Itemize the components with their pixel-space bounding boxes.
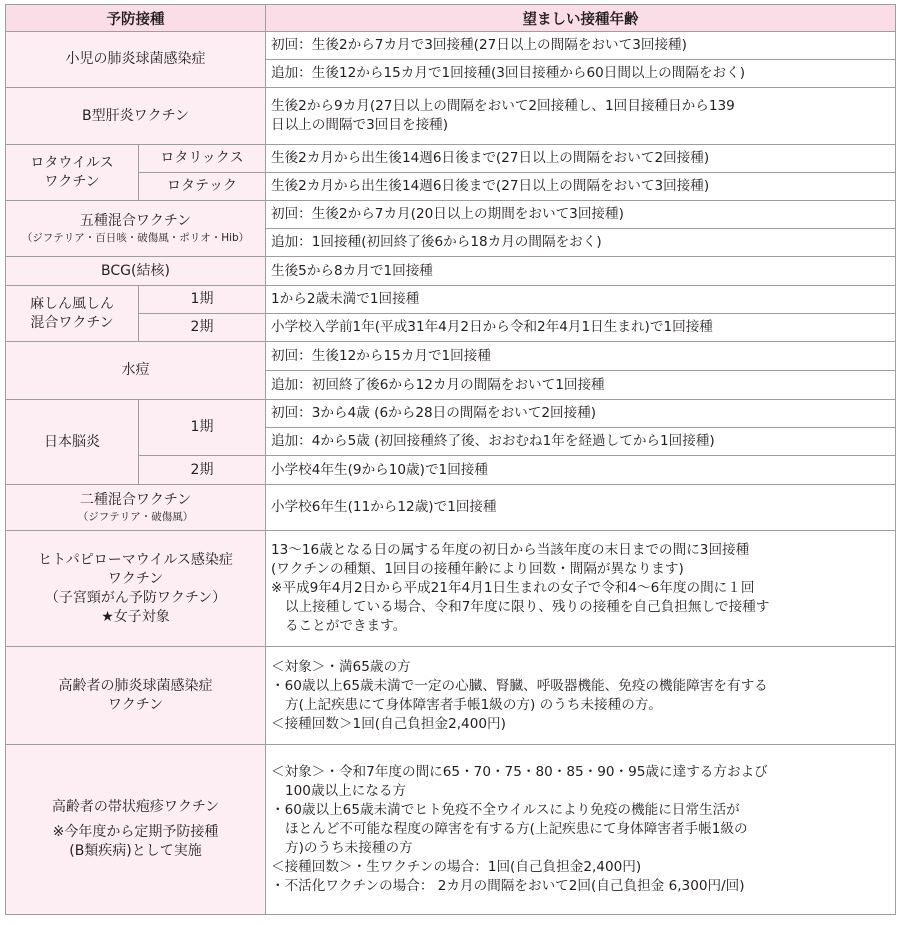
- table-header-row: [6, 5, 896, 32]
- vaccine-name-line: ロタウイルス: [30, 154, 114, 171]
- term-label: 2期: [139, 456, 266, 485]
- age-cell: [266, 88, 896, 145]
- table-row: [6, 173, 896, 201]
- vaccine-name-line: （子宮頸がん予防ワクチン）: [44, 589, 227, 606]
- vaccine-name-line: 五種混合ワクチン: [79, 213, 192, 229]
- age-note: ることができます。: [285, 618, 407, 634]
- age-line: ＜対象＞・令和7年度の間に65・70・75・80・85・90・95歳に達する方および: [271, 764, 768, 780]
- vaccine-name-line: 高齢者の帯状疱疹ワクチン: [51, 799, 220, 815]
- header-age: 望ましい接種年齢: [266, 5, 896, 32]
- age-line: 方(上記疾患にて身体障害者手帳1級の方) のうち未接種の方。: [285, 696, 663, 713]
- age-line: 生後2から9カ月(27日以上の間隔をおいて2回接種し、1回目接種日から139: [271, 98, 735, 114]
- age-cell: 生後2カ月から出生後14週6日後まで(27日以上の間隔をおいて2回接種): [266, 145, 896, 173]
- age-line: ・60歳以上65歳未満で一定の心臓、腎臓、呼吸器機能、免疫の機能障害を有する: [271, 677, 768, 694]
- age-note: 以上接種している場合、令和7年度に限り、残りの接種を自己負担無しで接種す: [285, 599, 770, 615]
- age-cell: 初回：生後2から7カ月(20日以上の期間をおいて3回接種): [266, 201, 896, 229]
- vaccine-hpv: [6, 531, 266, 647]
- table-row: [6, 400, 896, 428]
- age-cell: 生後2カ月から出生後14週6日後まで(27日以上の間隔をおいて3回接種): [266, 173, 896, 201]
- age-cell: 追加：1回接種(初回終了後6から18カ月の間隔をおく): [266, 229, 896, 257]
- vaccine-note: ※今年度から定期予防接種: [52, 824, 219, 840]
- age-line: 13～16歳となる日の属する年度の初日から当該年度の末日までの間に3回接種: [271, 542, 750, 558]
- age-line: ・不活化ワクチンの場合： 2カ月の間隔をおいて2回(自己負担金 6,300円/回): [271, 878, 745, 894]
- age-cell: 1から2歳未満で1回接種: [266, 286, 896, 314]
- table-row: [6, 342, 896, 371]
- vaccine-je: 日本脳炎: [6, 400, 139, 485]
- table-row: [6, 145, 896, 173]
- age-line: ＜接種回数＞1回(自己負担金2,400円): [271, 715, 506, 732]
- vaccine-mr: [6, 286, 139, 342]
- vaccine-rota: [6, 145, 139, 201]
- age-line: ほとんど不可能な程度の障害を有する方(上記疾患にて身体障害者手帳1級の: [285, 821, 748, 837]
- vaccine-name-line: 麻しん風しん: [30, 295, 114, 312]
- age-cell: 小学校6年生(11から12歳)で1回接種: [266, 485, 896, 531]
- age-line: 日以上の間隔で3回目を接種): [271, 117, 449, 133]
- term-label: 1期: [139, 400, 266, 456]
- table-row: [6, 531, 896, 647]
- vaccine-pneumo-child: 小児の肺炎球菌感染症: [6, 32, 266, 88]
- vaccine-name-line: 二種混合ワクチン: [79, 492, 192, 508]
- age-cell: [266, 745, 896, 915]
- age-cell: 追加：初回終了後6から12カ月の間隔をおいて1回接種: [266, 371, 896, 400]
- age-cell: 初回：生後2から7カ月で3回接種(27日以上の間隔をおいて3回接種): [266, 32, 896, 60]
- vaccine-note: (B類疾病)として実施: [69, 843, 202, 859]
- age-line: 方)のうち未接種の方: [285, 840, 413, 856]
- age-line: ＜対象＞・満65歳の方: [271, 658, 411, 675]
- table-row: [6, 456, 896, 485]
- vaccine-five: [6, 201, 266, 257]
- vaccine-target-badge: ★女子対象: [101, 608, 170, 625]
- age-cell: 初回：生後12から15カ月で1回接種: [266, 342, 896, 371]
- age-cell: 小学校4年生(9から10歳)で1回接種: [266, 456, 896, 485]
- table-row: [6, 32, 896, 60]
- table-row: [6, 647, 896, 745]
- vaccine-name-line: 混合ワクチン: [30, 314, 114, 331]
- vaccine-varicella: 水痘: [6, 342, 266, 400]
- age-line: ＜接種回数＞・生ワクチンの場合：1回(自己負担金2,400円): [271, 859, 642, 875]
- age-cell: 生後5から8カ月で1回接種: [266, 257, 896, 286]
- table-row: [6, 745, 896, 915]
- term-label: 2期: [139, 314, 266, 342]
- vaccine-rotarix: ロタリックス: [139, 145, 266, 173]
- age-cell: [266, 647, 896, 745]
- table-row: [6, 257, 896, 286]
- vaccine-name-line: ワクチン: [107, 696, 164, 713]
- age-line: 100歳以上になる方: [285, 783, 407, 799]
- vaccine-name-line: ヒトパピローマウイルス感染症: [38, 551, 233, 568]
- vaccination-table: [5, 4, 896, 915]
- vaccine-sub: （ジフテリア・破傷風）: [77, 511, 194, 523]
- age-cell: 小学校入学前1年(平成31年4月2日から令和2年4月1日生まれ)で1回接種: [266, 314, 896, 342]
- vaccine-sub: （ジフテリア・百日咳・破傷風・ポリオ・Hib）: [21, 232, 250, 244]
- age-cell: 追加：生後12から15カ月で1回接種(3回目接種から60日間以上の間隔をおく): [266, 60, 896, 88]
- vaccine-hepb: B型肝炎ワクチン: [6, 88, 266, 145]
- table-row: [6, 201, 896, 229]
- header-vaccine: 予防接種: [6, 5, 266, 32]
- vaccine-bcg: BCG(結核): [6, 257, 266, 286]
- table-row: [6, 485, 896, 531]
- vaccination-schedule: [5, 4, 895, 915]
- vaccine-name-line: ワクチン: [44, 173, 100, 190]
- age-note: ※平成9年4月2日から平成21年4月1日生まれの女子で令和4～6年度の間に１回: [271, 580, 755, 596]
- vaccine-dt: [6, 485, 266, 531]
- table-row: [6, 286, 896, 314]
- age-line: ・60歳以上65歳未満でヒト免疫不全ウイルスにより免疫の機能に日常生活が: [271, 802, 740, 818]
- vaccine-pneumo-elder: [6, 647, 266, 745]
- vaccine-zoster: [6, 745, 266, 915]
- age-cell: 初回：3から4歳 (6から28日の間隔をおいて2回接種): [266, 400, 896, 428]
- vaccine-name-line: 高齢者の肺炎球菌感染症: [58, 677, 213, 694]
- age-cell: [266, 531, 896, 647]
- term-label: 1期: [139, 286, 266, 314]
- age-line: (ワクチンの種類、1回目の接種年齢により回数・間隔が異なります): [271, 561, 684, 577]
- vaccine-name-line: ワクチン: [107, 570, 164, 587]
- table-row: [6, 88, 896, 145]
- age-cell: 追加：4から5歳 (初回接種終了後、おおむね1年を経過してから1回接種): [266, 428, 896, 456]
- vaccine-rotateq: ロタテック: [139, 173, 266, 201]
- table-row: [6, 314, 896, 342]
